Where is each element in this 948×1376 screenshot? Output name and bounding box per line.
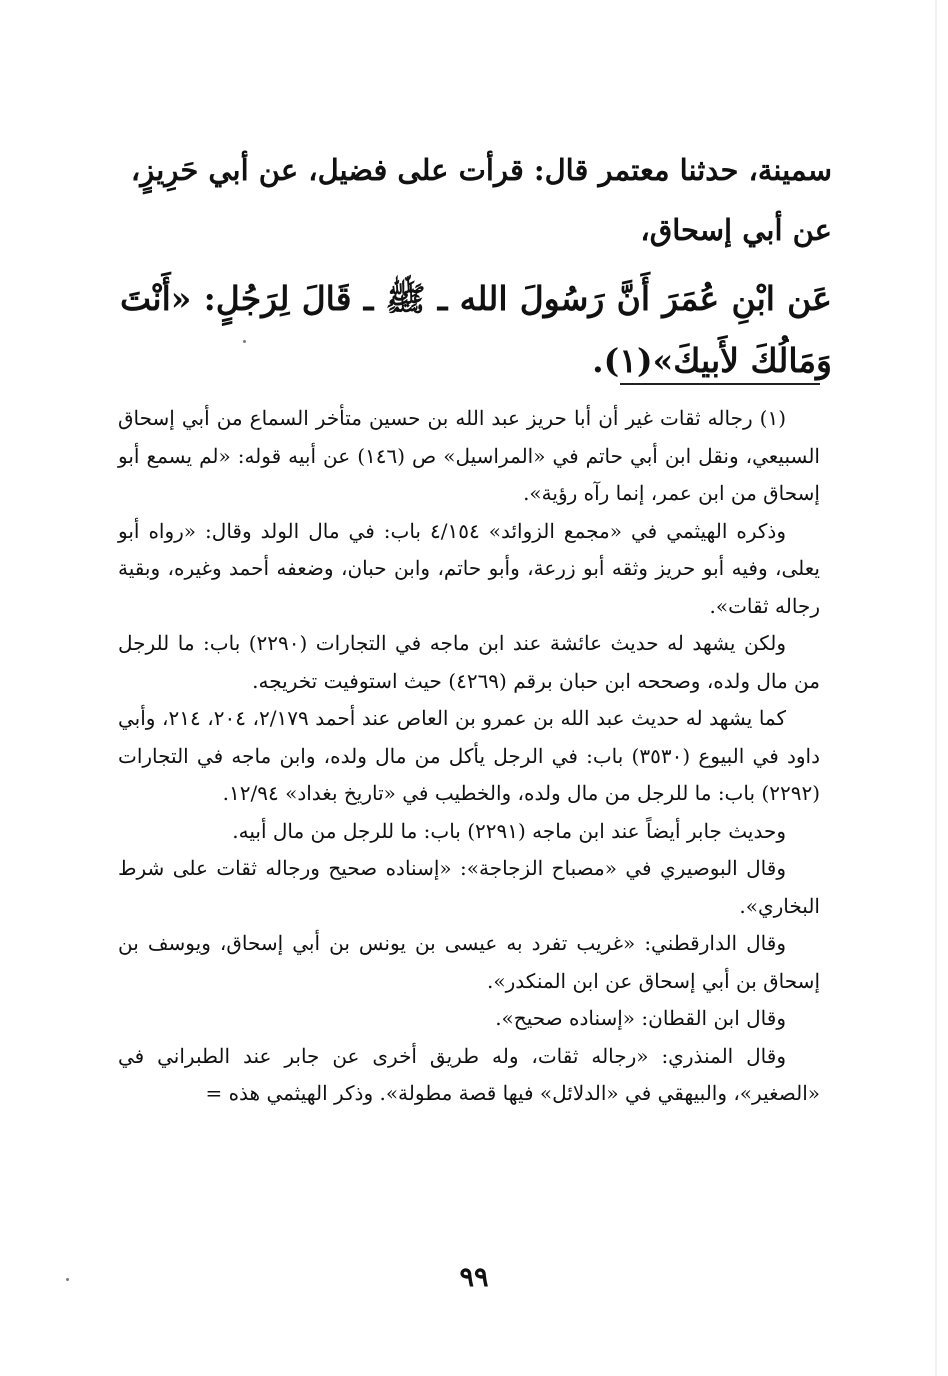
hadith-text: عَن ابْنِ عُمَرَ أَنَّ رَسُولَ الله ـ ﷺ ـ قَالَ لِرَجُلٍ: «أَنْتَ وَمَالُكَ لأَبيكَ»(١). xyxy=(120,279,832,380)
footnote-separator xyxy=(620,383,820,385)
footnote-paragraph: وقال البوصيري في «مصباح الزجاجة»: «إسناده صحيح ورجاله ثقات على شرط البخاري». xyxy=(118,856,820,918)
page-number: ٩٩ xyxy=(459,1262,489,1293)
scan-speck xyxy=(66,1278,69,1281)
footnote-paragraph: وقال المنذري: «رجاله ثقات، وله طريق أخرى عن جابر عند الطبراني في «الصغير»، والبيهقي في «الدلائل» فيها قصة مطولة». وذكر الهيثمي هذه = xyxy=(118,1043,820,1105)
footnote-paragraph: وحديث جابر أيضاً عند ابن ماجه (٢٢٩١) باب: ما للرجل من مال أبيه. xyxy=(232,818,786,843)
footnotes-block xyxy=(118,400,820,1113)
footnote-paragraph: وقال ابن القطان: «إسناده صحيح». xyxy=(495,1006,786,1030)
isnad-text: سمينة، حدثنا معتمر قال: قرأت على فضيل، عن أبي حَرِيزٍ، عن أبي إسحاق، xyxy=(130,153,832,247)
footnote-paragraph: كما يشهد له حديث عبد الله بن عمرو بن العاص عند أحمد ٢/١٧٩، ٢٠٤، ٢١٤، وأبي داود في البيوع (٣٥٣٠) باب: في الرجل يأكل من مال ولده، وابن ماجه في التجارات (٢٢٩٢) باب: ما للرجل من مال ولده، والخطيب في «تاريخ بغداد» ١٢/٩٤. xyxy=(118,706,820,805)
footnote-paragraph: وذكره الهيثمي في «مجمع الزوائد» ٤/١٥٤ باب: في مال الولد وقال: «رواه أبو يعلى، وفيه أبو حريز وثقه أبو زرعة، وأبو حاتم، وابن حبان، وضعفه أحمد وغيره، وبقية رجاله ثقات». xyxy=(118,518,820,618)
footnote-paragraph: (١) رجاله ثقات غير أن أبا حريز عبد الله بن حسين متأخر السماع من أبي إسحاق السبيعي، ونقل ابن أبي حاتم في «المراسيل» ص (١٤٦) عن أبيه قوله: «لم يسمع أبو إسحاق من ابن عمر، إنما رآه رؤية». xyxy=(118,406,820,505)
page-crease xyxy=(935,0,937,1376)
footnote-paragraph: ولكن يشهد له حديث عائشة عند ابن ماجه في التجارات (٢٢٩٠) باب: ما للرجل من مال ولده، وصححه ابن حبان برقم (٤٢٦٩) حيث استوفيت تخريجه. xyxy=(118,631,820,693)
footnote-paragraph: وقال الدارقطني: «غريب تفرد به عيسى بن يونس بن أبي إسحاق، ويوسف بن إسحاق بن أبي إسحاق عن ابن المنكدر». xyxy=(118,931,820,993)
scan-speck xyxy=(243,340,246,343)
main-text-block xyxy=(120,140,832,392)
